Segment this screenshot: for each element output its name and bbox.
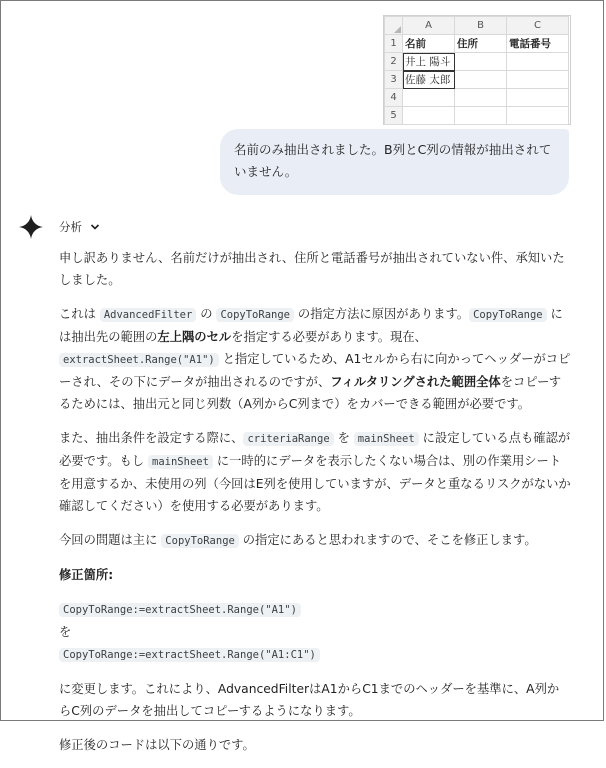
bold-text: フィルタリングされた範囲全体 <box>330 375 501 389</box>
cell-b1: 住所 <box>455 35 507 53</box>
cell-a3: 佐藤 太郎 <box>403 71 455 89</box>
row-header: 5 <box>385 107 403 125</box>
user-message-bubble <box>220 129 569 195</box>
inline-code: criteriaRange <box>243 432 333 446</box>
cell-a1: 名前 <box>403 35 455 53</box>
column-header-c: C <box>507 17 569 35</box>
cell-c2 <box>507 53 569 71</box>
response-paragraph: これは AdvancedFilter の CopyToRange の指定方法に原因があります。 CopyToRange には抽出先の範囲の左上隅のセルを指定する必要があります。現在、extractSheet.Range("A1") と指定しているため、A1セルから右に向かってヘッダーがコピーされ、その下にデータが抽出されるのですが、フィルタリングされた範囲全体をコピーするためには、抽出元と同じ列数（A列からC列まで）をカバーできる範囲が必要です。 <box>59 307 571 411</box>
inline-code: CopyToRange <box>161 534 239 548</box>
cell-b2 <box>455 53 507 71</box>
user-message-text: 名前のみ抽出されました。B列とC列の情報が抽出されていません。 <box>234 142 552 179</box>
row-header: 3 <box>385 71 403 89</box>
cell-c5 <box>507 107 569 125</box>
cell-a2: 井上 陽斗 <box>403 53 455 71</box>
response-paragraph: 今回の問題は主に CopyToRange の指定にあると思われますので、そこを修正します。 <box>59 533 537 547</box>
response-paragraph: 修正後のコードは以下の通りです。 <box>59 738 255 752</box>
response-paragraph: また、抽出条件を設定する際に、 criteriaRange を mainSheet に設定している点も確認が必要です。もし mainSheet に一時的にデータを表示したくない場合は、別の作業用シートを用意するか、未使用の列（今回はE列を使用していますが、データと重なるリスクがないか確認してください）を使用する必要があります。 <box>59 431 571 513</box>
gemini-sparkle-icon <box>19 215 43 239</box>
select-all-corner <box>385 17 403 35</box>
row-header: 1 <box>385 35 403 53</box>
fix-heading: 修正箇所: <box>59 568 114 582</box>
inline-code: CopyToRange:=extractSheet.Range("A1:C1") <box>59 648 320 662</box>
analysis-label: 分析 <box>59 220 82 234</box>
inline-code: CopyToRange <box>216 308 294 322</box>
connector-text: を <box>59 625 72 639</box>
cell-b3 <box>455 71 507 89</box>
response-paragraph: に変更します。これにより、AdvancedFilterはA1からC1までのヘッダーを基準に、A列からC列のデータを抽出してコピーするようになります。 <box>59 682 560 718</box>
fix-code-section <box>59 598 571 666</box>
bold-text: 左上隅のセル <box>157 330 232 344</box>
inline-code: AdvancedFilter <box>100 308 197 322</box>
column-header-b: B <box>455 17 507 35</box>
inline-code: mainSheet <box>354 432 419 446</box>
inline-code: CopyToRange <box>469 308 547 322</box>
chevron-down-icon <box>90 222 100 232</box>
column-header-a: A <box>403 17 455 35</box>
response-paragraph: 申し訳ありません、名前だけが抽出され、住所と電話番号が抽出されていない件、承知いたしました。 <box>59 251 565 287</box>
spreadsheet-screenshot <box>383 15 571 125</box>
inline-code: mainSheet <box>148 455 213 469</box>
analysis-toggle[interactable] <box>59 219 100 235</box>
cell-c1: 電話番号 <box>507 35 569 53</box>
row-header: 2 <box>385 53 403 71</box>
inline-code: extractSheet.Range("A1") <box>59 353 219 367</box>
cell-b5 <box>455 107 507 125</box>
row-header: 4 <box>385 89 403 107</box>
cell-c3 <box>507 71 569 89</box>
cell-c4 <box>507 89 569 107</box>
cell-b4 <box>455 89 507 107</box>
assistant-response <box>59 247 571 768</box>
inline-code: CopyToRange:=extractSheet.Range("A1") <box>59 603 301 617</box>
cell-a4 <box>403 89 455 107</box>
cell-a5 <box>403 107 455 125</box>
